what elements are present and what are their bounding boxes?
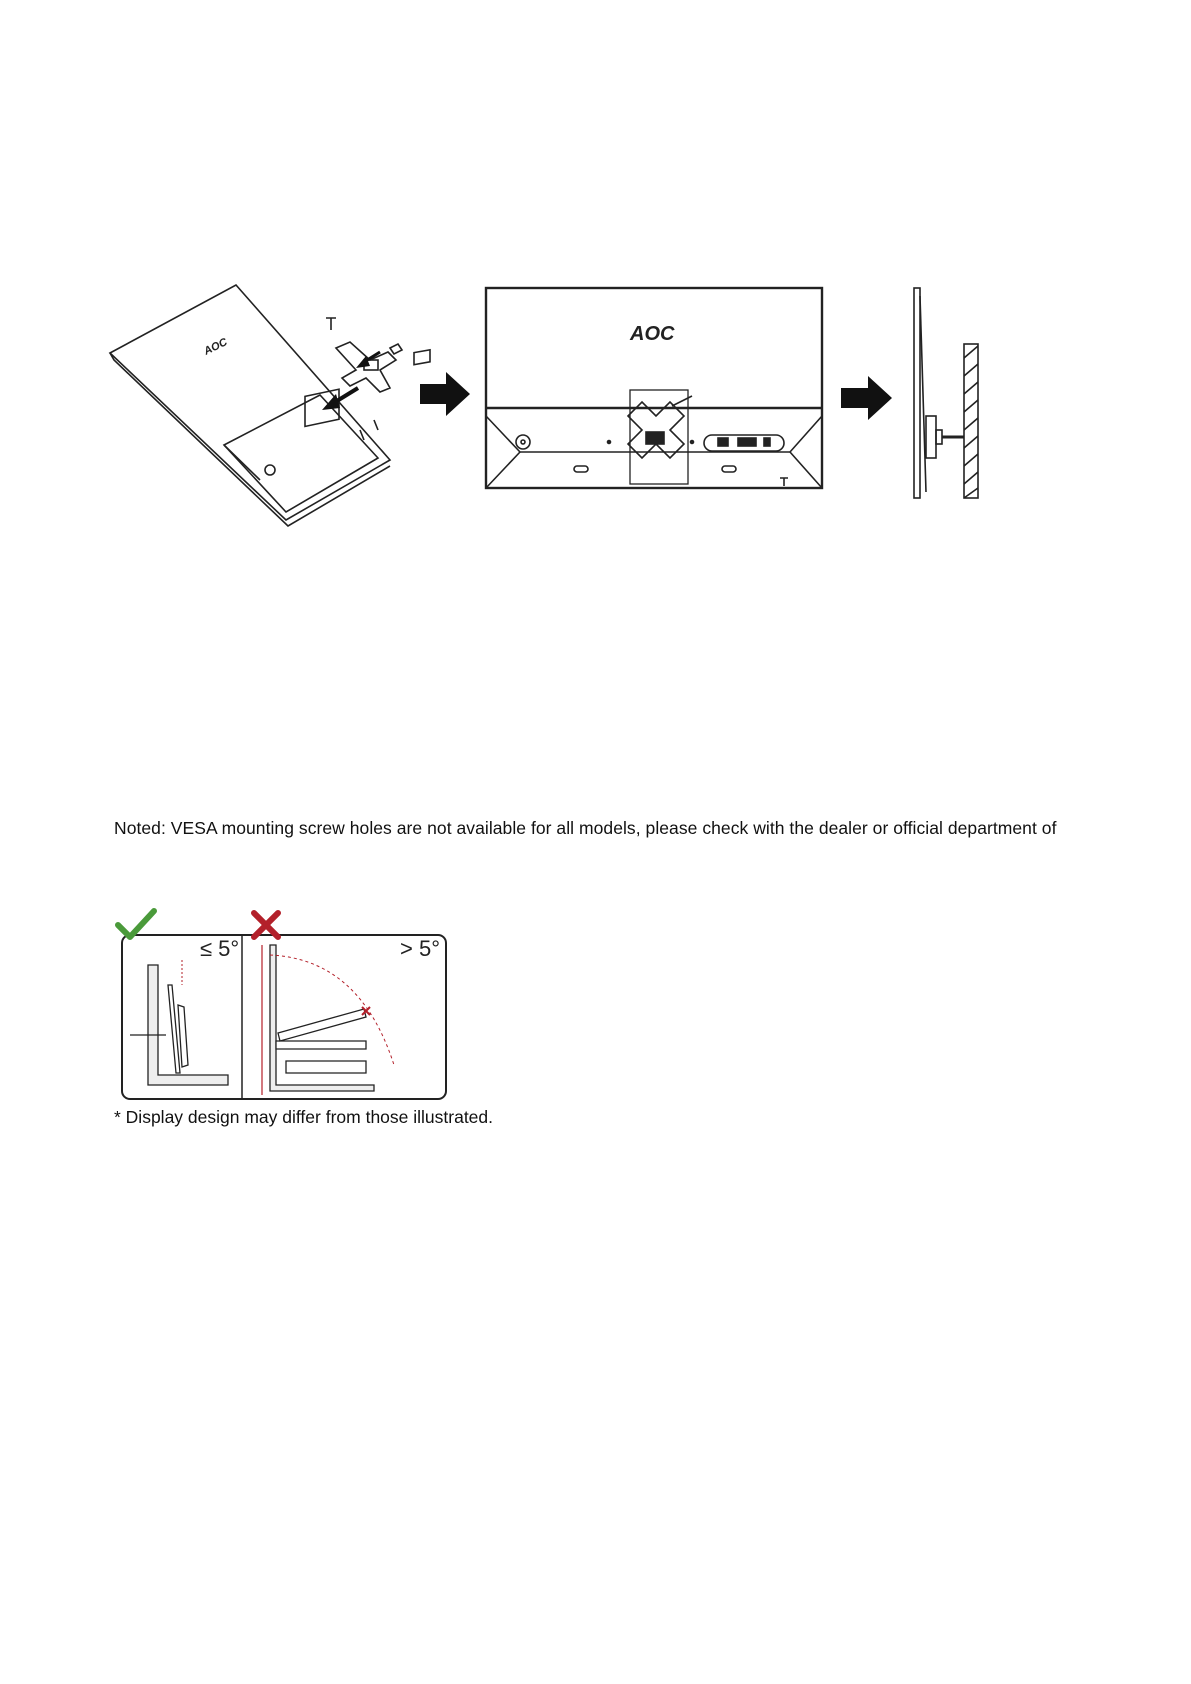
monitor-back-isometric [110,285,430,526]
ok-wall-illustration [130,965,228,1085]
brand-logo-back: AOC [630,323,675,345]
tilt-angle-figure [110,905,460,1105]
disclaimer-text: * Display design may differ from those illustrated. [114,1107,494,1127]
vesa-installation-figure [100,280,1070,540]
ok-angle-label: ≤ 5° [200,936,240,961]
bad-wall-illustration [270,945,374,1091]
monitor-side-wall-view [914,288,978,498]
bad-angle-label: > 5° [400,936,440,961]
cross-icon [254,913,278,937]
check-icon [118,911,154,937]
monitor-back-view [486,288,822,488]
vesa-note-text: Noted: VESA mounting screw holes are not available for all models, please check with the dealer or official department of [114,818,1057,838]
step-arrow-icon [420,372,470,416]
step-arrow-icon [841,376,892,420]
brand-logo-small: AOC [202,336,230,358]
